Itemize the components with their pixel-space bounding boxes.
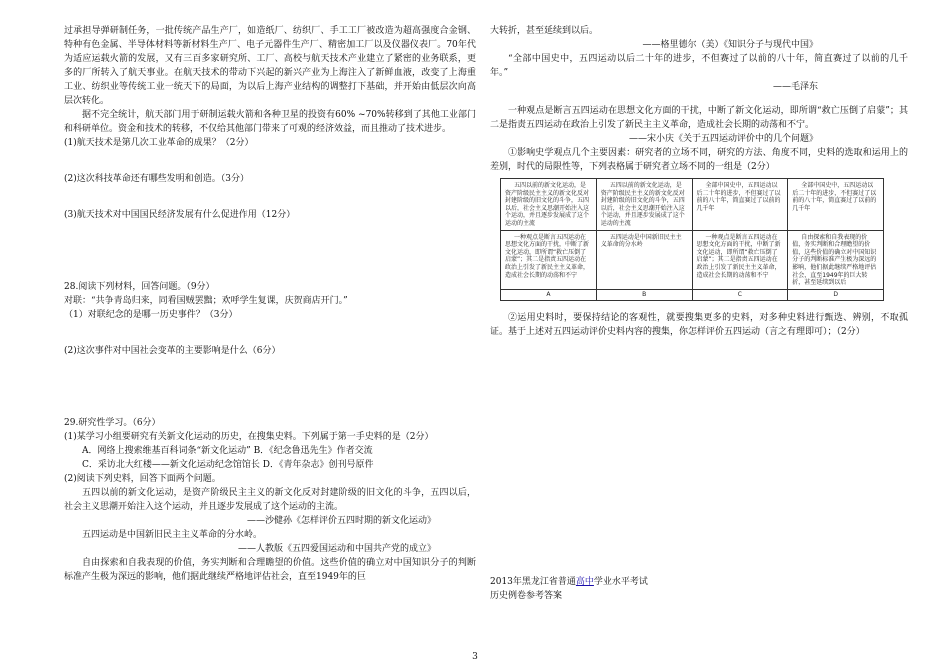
q27-part3: (3)航天技术对中国国民经济发展有什么促进作用（12分）	[64, 210, 296, 220]
option-label-c: C	[692, 289, 788, 300]
table-cell: 五四以前的新文化运动，是资产阶级民主主义的新文化反对封建阶级的旧文化的斗争，五四以后，社会主义思潮开始注入这个运动，并且逐步发展成了这个运动的主流	[501, 179, 597, 231]
q29-part2: (2)阅读下列史料，回答下面两个问题。	[64, 474, 221, 484]
answer-key-footer	[490, 575, 790, 603]
material-para-1: 过承担导弹研制任务，一批传统产品生产厂，如造纸厂、纺织厂、手工工厂被改造为超高强度合金钢、特种有色金属、半导体材料等新材料生产厂、电子元器件生产厂、精密加工厂以及仪器仪表厂。70年代为适应运载火箭的发展，又有三百多家研究所、工厂、高校与航天技术产业建立了紧密的业务联系，更多的厂所转入了航天事业。在航天技术的带动下兴起的新兴产业为上海注入了新鲜血液，改变了上海重工业、纺织业等传统工业一统天下的局面，为以后上海产业结构的调整打下基础，并开始由低层次向高层次转化。	[64, 26, 476, 106]
table-cell: 全部中国史中，五四运动以后二十年的进步，不但赛过了以前的八十年，简直赛过了以前的几千年	[788, 179, 884, 231]
table-row	[501, 179, 884, 231]
q28-title: 28.阅读下列材料，回答问题。（9分）	[64, 282, 215, 292]
q29-options-ab: A．网络上搜索维基百科词条“新文化运动” B．《纪念鲁迅先生》作者交流	[82, 446, 373, 456]
table-cell: 全部中国史中，五四运动以后二十年的进步，不但赛过了以前的八十年，简直赛过了以前的几千年	[692, 179, 788, 231]
material-5-source: ——宋小庆《关于五四运动评价中的几个问题》	[628, 134, 818, 144]
q29-title: 29.研究性学习。（6分）	[64, 418, 161, 428]
q27-part1: (1)航天技术是第几次工业革命的成果？（2分）	[64, 138, 254, 148]
q29-material-1-source: ——沙健孙《怎样评价五四时期的新文化运动》	[246, 516, 436, 526]
table-row	[501, 289, 884, 300]
table-cell: 一种观点是断言五四运动在思想文化方面的干扰，中断了新文化运动，即所谓“救亡压倒了启蒙”；其二是指责五四运动在政治上引发了新民主主义革命，造成社会长期的动荡和不宁	[692, 230, 788, 289]
material-4: “全部中国史中，五四运动以后二十年的进步，不但赛过了以前的八十年，简直赛过了以前的几千年。”	[490, 54, 908, 78]
table-cell: 自由探索和自我表现的价值，务实判断和合理瞻望的价值，这些价值的确立对中国知识分子的判断标准产生极为深远的影响，他们据此继续严格地评估社会，直至1949年的巨大转折，甚至延续到以后	[788, 230, 884, 289]
q29-part1: (1)某学习小组要研究有关新文化运动的历史，在搜集史料。下列属于第一手史料的是（2分）	[64, 432, 434, 442]
q27-part2: (2)这次科技革命还有哪些发明和创造。（3分）	[64, 174, 249, 184]
table-cell: 一种观点是断言五四运动在思想文化方面的干扰，中断了新文化运动，即所谓“救亡压倒了启蒙”；其二是指责五四运动在政治上引发了新民主主义革命，造成社会长期的动荡和不宁	[501, 230, 597, 289]
page-number: 3	[472, 652, 478, 662]
right-column	[490, 24, 908, 339]
material-para-2: 据不完全统计，航天部门用于研制运载火箭和各种卫星的投资有60% ~70%转移到了其他工业部门和科研单位。资金和技术的转移，不仅给其他部门带来了可观的经济效益，而且推动了技术进步。	[64, 110, 476, 134]
footer-line-2: 历史例卷参考答案	[490, 591, 563, 601]
material-3-source: ——格里德尔（美）《知识分子与现代中国》	[642, 40, 818, 50]
q29-material-1: 五四以前的新文化运动，是资产阶级民主主义的新文化反对封建阶级的旧文化的斗争，五四以后，社会主义思潮开始注入这个运动，并且逐步发展成了这个运动的主流。	[64, 488, 476, 512]
option-label-a: A	[501, 289, 597, 300]
material-4-source: ——毛泽东	[772, 82, 818, 92]
option-label-b: B	[596, 289, 692, 300]
q29-material-2-source: ——人教版《五四爱国运动和中国共产党的成立》	[237, 544, 436, 554]
left-column	[64, 24, 476, 584]
table-cell: 五四运动是中国新旧民主主义革命的分水岭	[596, 230, 692, 289]
q28-part2: (2)这次事件对中国社会变革的主要影响是什么（6分）	[64, 346, 281, 356]
table-cell: 五四以前的新文化运动，是资产阶级民主主义的新文化反对封建阶级的旧文化的斗争，五四以后，社会主义思潮开始注入这个运动，并且逐步发展成了这个运动的主流	[596, 179, 692, 231]
q29-options-cd: C．采访北大红楼——新文化运动纪念馆馆长 D．《青年杂志》创刊号原件	[82, 460, 374, 470]
option-label-d: D	[788, 289, 884, 300]
options-table	[500, 178, 884, 301]
footer-line-1: 2013年黑龙江省普通高中学业水平考试	[490, 577, 648, 587]
highschool-link[interactable]: 高中	[575, 577, 594, 587]
q28-part1: （1）对联纪念的是哪一历史事件？（3分）	[64, 310, 238, 320]
table-row	[501, 230, 884, 289]
q29-material-3: 自由探索和自我表现的价值，务实判断和合理瞻望的价值。这些价值的确立对中国知识分子的判断标准产生极为深远的影响，他们据此继续严格地评估社会，直至1949年的巨	[64, 558, 476, 582]
q29-material-2: 五四运动是中国新旧民主主义革命的分水岭。	[82, 530, 263, 540]
material-3-continued: 大转折，甚至延续到以后。	[490, 26, 599, 36]
q-part1: ①影响史学观点几个主要因素：研究者的立场不同，研究的方法、角度不同，史料的选取和运用上的差别，时代的局限性等，下列表格属于研究者立场不同的一组是（2分）	[490, 148, 908, 172]
material-5: 一种观点是断言五四运动在思想文化方面的干扰，中断了新文化运动，即所谓“救亡压倒了启蒙”；其二是指责五四运动在政治上引发了新民主主义革命，造成社会长期的动荡和不宁。	[490, 106, 908, 130]
q-part2: ②运用史料时，要保持结论的客观性，就要搜集更多的史料，对多种史料进行甄选、辨别，不取孤证。基于上述对五四运动评价史料内容的搜集，你怎样评价五四运动（言之有理即可）；（2分）	[490, 312, 908, 337]
q28-material: 对联：“共争青岛归来，同看国贼罢黜；欢呼学生复课，庆贺商店开门。”	[64, 296, 348, 306]
